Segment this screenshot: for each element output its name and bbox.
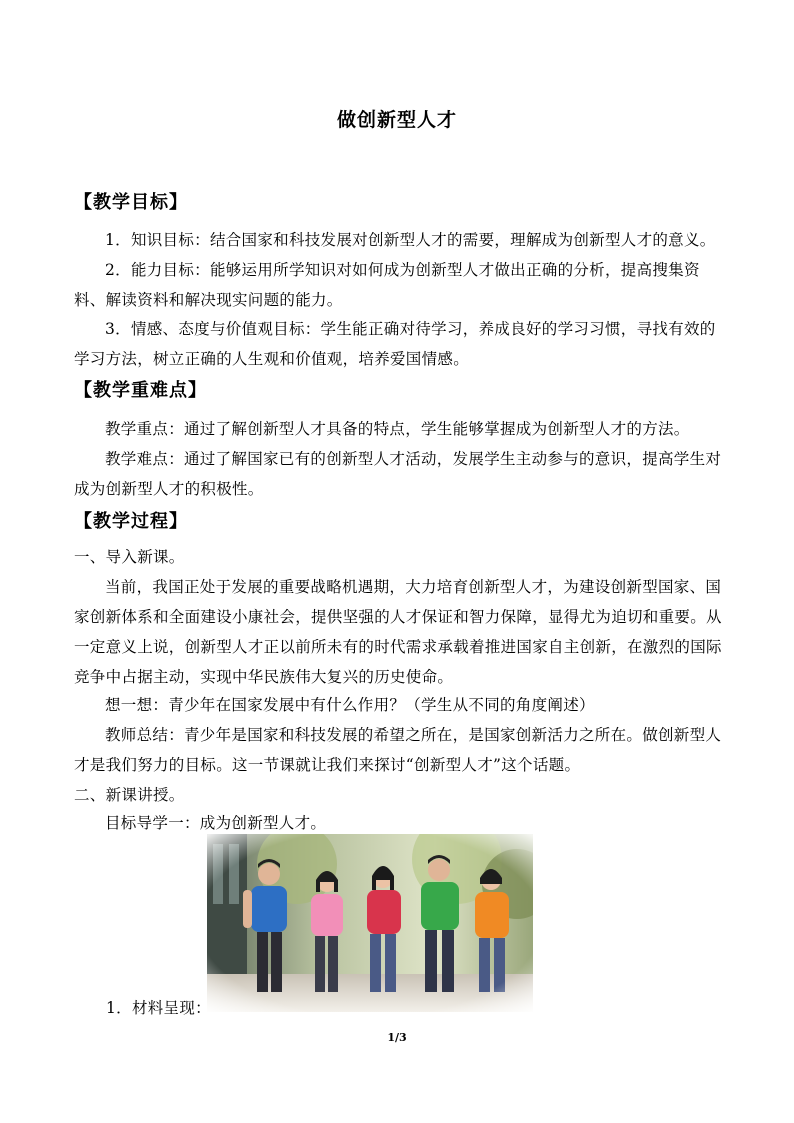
step-intro-heading: 一、导入新课。: [74, 548, 185, 566]
objective-knowledge: 1．知识目标：结合国家和科技发展对创新型人才的需要，理解成为创新型人才的意义。: [105, 231, 716, 249]
think-question: 想一想：青少年在国家发展中有什么作用？（学生从不同的角度阐述）: [105, 696, 595, 714]
objective-ability: 2．能力目标：能够运用所学知识对如何成为创新型人才做出正确的分析，提高搜集资料、解读资料和解决现实问题的能力。: [74, 261, 700, 309]
step-new-lesson-heading: 二、新课讲授。: [74, 786, 185, 804]
section-heading-key-points: 【教学重难点】: [74, 380, 207, 401]
students-photo: [207, 834, 533, 1012]
difficult-point: 教学难点：通过了解国家已有的创新型人才活动，发展学生主动参与的意识，提高学生对成为创新型人才的积极性。: [74, 450, 722, 498]
goal-one: 目标导学一：成为创新型人才。: [105, 814, 327, 832]
teacher-summary: 教师总结：青少年是国家和科技发展的希望之所在，是国家创新活力之所在。做创新型人才是我们努力的目标。这一节课就让我们来探讨“创新型人才”这个话题。: [74, 726, 722, 774]
document-title: 做创新型人才: [336, 109, 457, 131]
objective-emotion: 3．情感、态度与价值观目标：学生能正确对待学习，养成良好的学习习惯，寻找有效的学习方法，树立正确的人生观和价值观，培养爱国情感。: [74, 320, 716, 368]
intro-paragraph: 当前，我国正处于发展的重要战略机遇期，大力培育创新型人才，为建设创新型国家、国家创新体系和全面建设小康社会，提供坚强的人才保证和智力保障，显得尤为迫切和重要。从一定意义上说，创新型人才正以前所未有的时代需求承载着推进国家自主创新，在激烈的国际竞争中占据主动，实现中华民族伟大复兴的历史使命。: [74, 578, 722, 686]
key-point: 教学重点：通过了解创新型人才具备的特点，学生能够掌握成为创新型人才的方法。: [105, 420, 690, 438]
section-heading-process: 【教学过程】: [74, 511, 188, 532]
material-label: 1．材料呈现：: [106, 999, 211, 1017]
section-heading-objectives: 【教学目标】: [74, 192, 188, 213]
page-number: 1/3: [387, 1031, 407, 1044]
